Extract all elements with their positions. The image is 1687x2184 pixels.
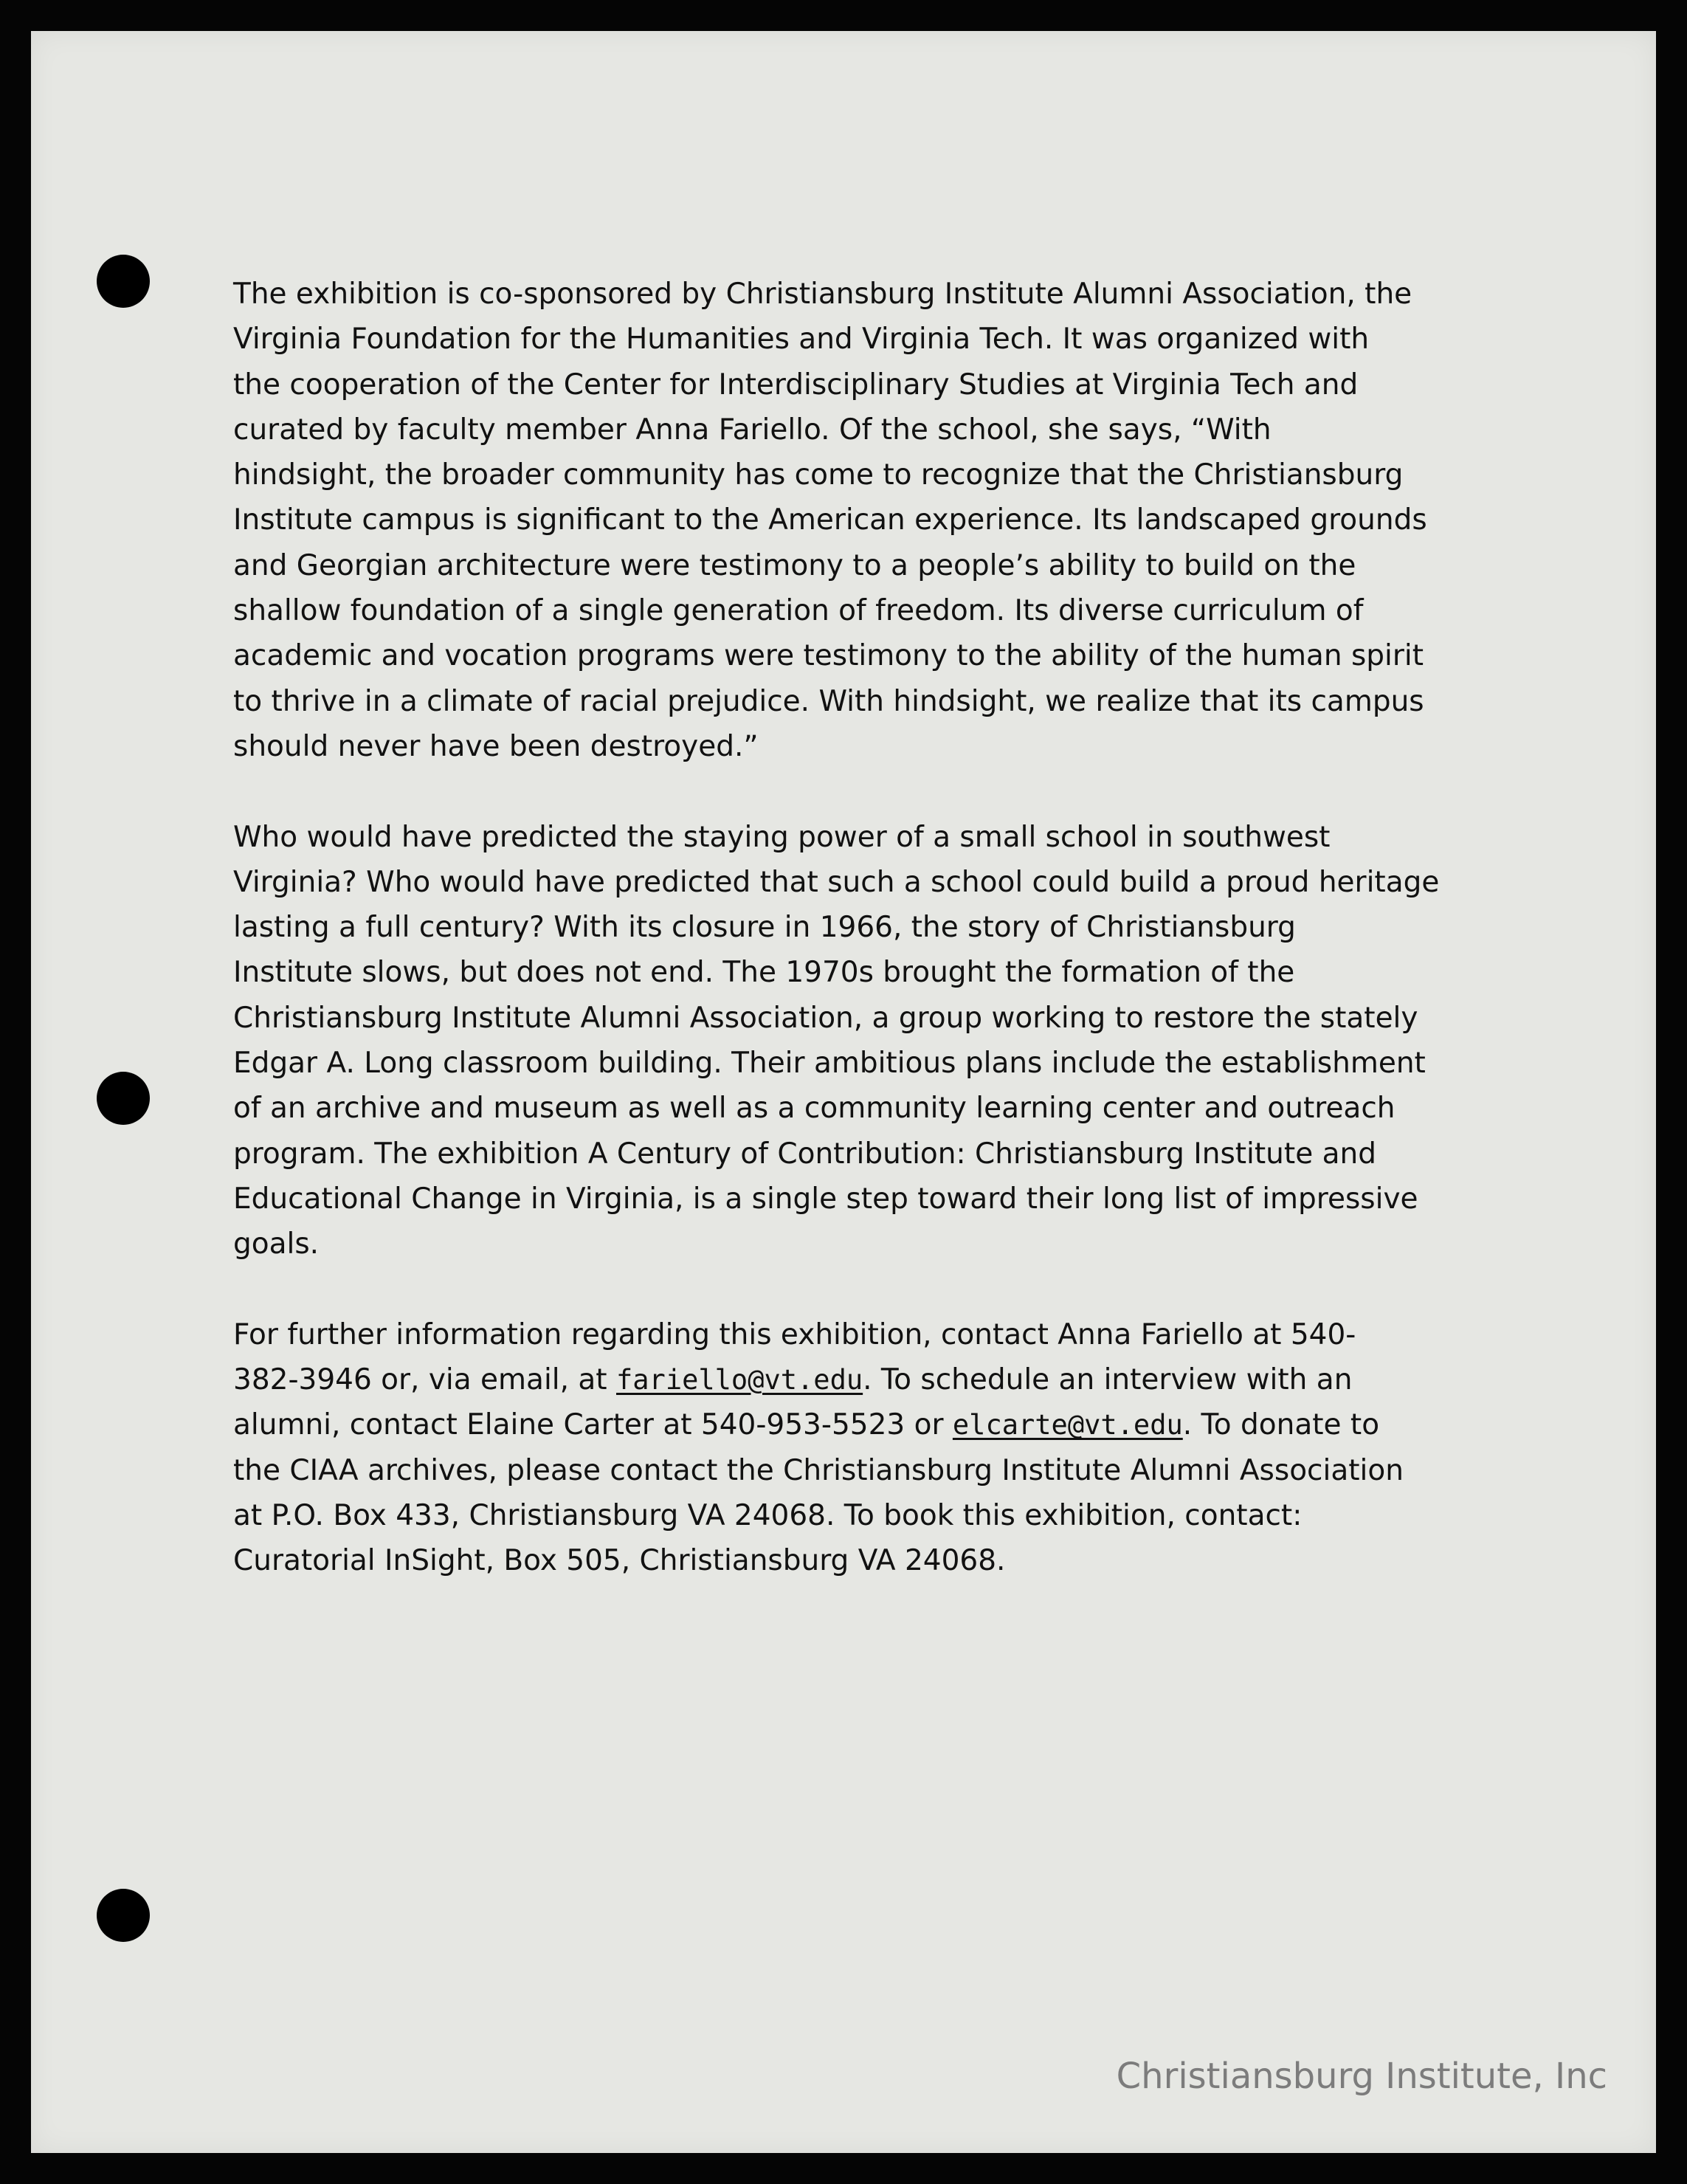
text-line: Who would have predicted the staying power of a small school in southwest [233,820,1331,854]
text-fragment: alumni, contact Elaine Carter at 540-953-5523 or [233,1408,953,1442]
watermark: Christiansburg Institute, Inc [1116,2056,1607,2097]
text-line: For further information regarding this exhibition, contact Anna Fariello at 540- [233,1317,1356,1351]
binder-hole-middle [97,1072,150,1125]
text-fragment: . To schedule an interview with an [863,1363,1353,1397]
text-line: Curatorial InSight, Box 505, Christiansburg VA 24068. [233,1544,1006,1578]
paragraph-contact [233,1312,1488,1584]
text-line: Edgar A. Long classroom building. Their ambitious plans include the establishment [233,1047,1426,1081]
text-line: Educational Change in Virginia, is a single step toward their long list of impressive [233,1182,1418,1216]
binder-hole-bottom [97,1889,150,1942]
text-line: to thrive in a climate of racial prejudice. With hindsight, we realize that its campus [233,684,1424,718]
paragraph-history [233,815,1488,1267]
text-line: Christiansburg Institute Alumni Association, a group working to restore the stately [233,1001,1418,1035]
text-line: of an archive and museum as well as a community learning center and outreach [233,1092,1396,1126]
text-line: academic and vocation programs were testimony to the ability of the human spirit [233,639,1424,673]
text-fragment: 382-3946 or, via email, at [233,1363,616,1397]
text-line: Institute slows, but does not end. The 1970s brought the formation of the [233,956,1295,990]
text-line: goals. [233,1227,320,1261]
paragraph-sponsors [233,272,1488,769]
text-line: shallow foundation of a single generation of freedom. Its diverse curriculum of [233,594,1364,628]
text-line: program. The exhibition A Century of Contribution: Christiansburg Institute and [233,1137,1376,1171]
text-line: The exhibition is co-sponsored by Christiansburg Institute Alumni Association, the [233,278,1412,311]
text-line: curated by faculty member Anna Fariello. Of the school, she says, “With [233,413,1272,447]
email-link-fariello[interactable]: fariello@vt.edu [616,1364,863,1396]
text-line: and Georgian architecture were testimony to a people’s ability to build on the [233,548,1356,582]
text-line [233,1402,1488,1447]
document-body [233,272,1488,1629]
text-line [233,1357,1488,1402]
text-line: the CIAA archives, please contact the Christiansburg Institute Alumni Association [233,1453,1404,1487]
text-fragment: . To donate to [1182,1408,1380,1442]
email-link-elcarte[interactable]: elcarte@vt.edu [952,1409,1183,1441]
text-line: hindsight, the broader community has come to recognize that the Christiansburg [233,458,1404,492]
text-line: at P.O. Box 433, Christiansburg VA 24068. To book this exhibition, contact: [233,1499,1303,1533]
text-line: Virginia Foundation for the Humanities and Virginia Tech. It was organized with [233,323,1370,356]
text-line: Virginia? Who would have predicted that such a school could build a proud heritage [233,865,1440,899]
text-line: the cooperation of the Center for Interdisciplinary Studies at Virginia Tech and [233,368,1359,402]
text-line: lasting a full century? With its closure in 1966, the story of Christiansburg [233,911,1296,945]
text-line: should never have been destroyed.” [233,729,759,763]
text-line: Institute campus is significant to the American experience. Its landscaped grounds [233,503,1427,537]
binder-hole-top [97,255,150,308]
